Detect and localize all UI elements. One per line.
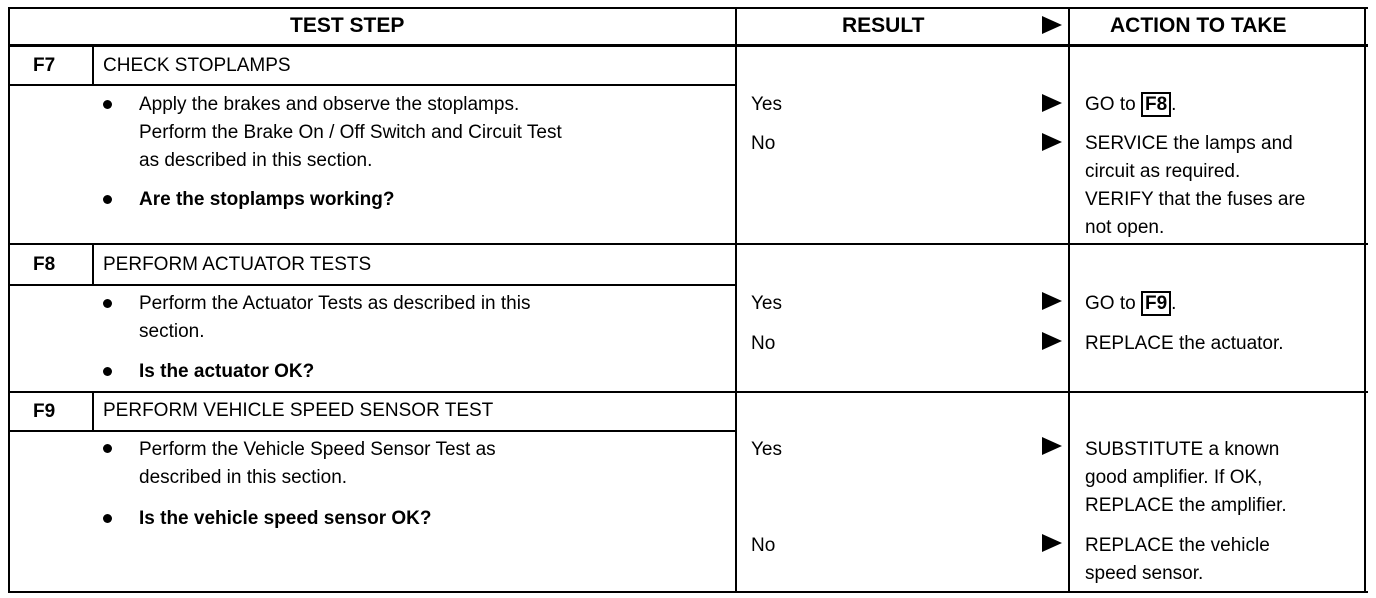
header-bottom-border <box>8 44 1368 47</box>
header-arrow-icon <box>1042 16 1062 34</box>
instruction-line: Perform the Vehicle Speed Sensor Test as <box>139 439 496 460</box>
bullet-icon <box>103 444 112 453</box>
step-code: F8 <box>33 254 56 275</box>
action-column-divider <box>1068 7 1070 593</box>
action-line: speed sensor. <box>1085 563 1204 584</box>
arrow-icon <box>1042 534 1062 552</box>
instruction-line: as described in this section. <box>139 150 373 171</box>
step-title: PERFORM VEHICLE SPEED SENSOR TEST <box>103 400 494 421</box>
result-value: No <box>751 333 776 354</box>
bullet-icon <box>103 195 112 204</box>
bullet-icon <box>103 514 112 523</box>
step-reference[interactable]: F8 <box>1141 92 1171 117</box>
step-title: PERFORM ACTUATOR TESTS <box>103 254 372 275</box>
bullet-icon <box>103 299 112 308</box>
action-text: GO to F9 . <box>1085 293 1177 314</box>
code-cell-divider <box>92 47 94 85</box>
result-value: No <box>751 535 776 556</box>
table-bottom-border <box>8 591 1368 593</box>
step-question: Is the actuator OK? <box>139 361 315 382</box>
step-divider <box>8 243 1368 245</box>
result-value: Yes <box>751 439 782 460</box>
instruction-line: section. <box>139 321 205 342</box>
bullet-icon <box>103 367 112 376</box>
title-row-divider <box>8 284 737 286</box>
header-action: ACTION TO TAKE <box>1110 14 1287 37</box>
title-row-divider <box>8 84 737 86</box>
arrow-icon <box>1042 437 1062 455</box>
header-test-step: TEST STEP <box>290 14 405 37</box>
bullet-icon <box>103 100 112 109</box>
result-value: No <box>751 133 776 154</box>
arrow-icon <box>1042 133 1062 151</box>
table-top-border <box>8 7 1368 9</box>
action-line: REPLACE the amplifier. <box>1085 495 1287 516</box>
action-line: SERVICE the lamps and <box>1085 133 1293 154</box>
code-cell-divider <box>92 245 94 285</box>
result-value: Yes <box>751 293 782 314</box>
action-line: circuit as required. <box>1085 161 1241 182</box>
table-left-border <box>8 7 10 593</box>
table-right-border <box>1364 7 1366 593</box>
step-divider <box>8 391 1368 393</box>
step-question: Are the stoplamps working? <box>139 189 395 210</box>
step-reference[interactable]: F9 <box>1141 291 1171 316</box>
title-row-divider <box>8 430 737 432</box>
action-line: REPLACE the actuator. <box>1085 333 1284 354</box>
action-line: REPLACE the vehicle <box>1085 535 1270 556</box>
arrow-icon <box>1042 332 1062 350</box>
action-line: good amplifier. If OK, <box>1085 467 1263 488</box>
instruction-line: Apply the brakes and observe the stoplamps. <box>139 94 520 115</box>
arrow-icon <box>1042 94 1062 112</box>
step-question: Is the vehicle speed sensor OK? <box>139 508 432 529</box>
step-title: CHECK STOPLAMPS <box>103 55 291 76</box>
action-line: SUBSTITUTE a known <box>1085 439 1280 460</box>
result-value: Yes <box>751 94 782 115</box>
step-code: F7 <box>33 55 56 76</box>
action-line: not open. <box>1085 217 1165 238</box>
instruction-line: described in this section. <box>139 467 348 488</box>
result-column-divider <box>735 7 737 593</box>
arrow-icon <box>1042 292 1062 310</box>
instruction-line: Perform the Brake On / Off Switch and Circuit Test <box>139 122 562 143</box>
action-line: VERIFY that the fuses are <box>1085 189 1306 210</box>
step-code: F9 <box>33 401 56 422</box>
action-text: GO to F8 . <box>1085 94 1177 115</box>
code-cell-divider <box>92 393 94 431</box>
instruction-line: Perform the Actuator Tests as described in this <box>139 293 531 314</box>
header-result: RESULT <box>842 14 925 37</box>
